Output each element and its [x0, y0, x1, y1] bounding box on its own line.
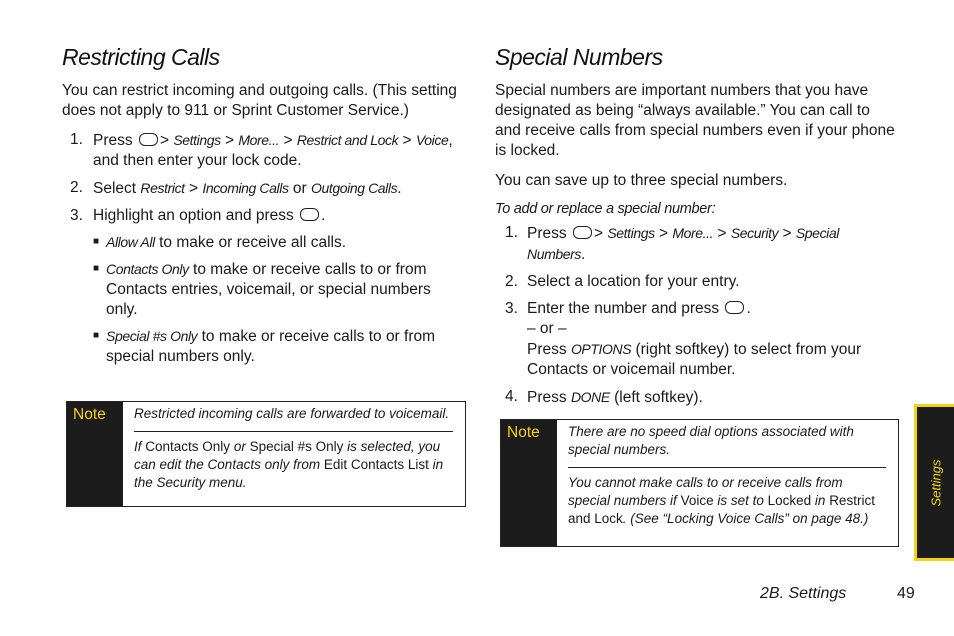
menu-key-icon: [139, 133, 158, 146]
bullet-icon: ■: [93, 263, 100, 274]
note-divider: [568, 467, 886, 468]
section-title-restricting-calls: Restricting Calls: [62, 44, 220, 70]
option-allow-all: ■ Allow All to make or receive all calls.: [93, 234, 347, 251]
special-step-1: 1. Press > Settings > More... > Security > Special Numbers.: [505, 224, 839, 263]
note-box-right: [500, 419, 899, 547]
special-step-4: 4. Press DONE (left softkey).: [505, 388, 703, 406]
special-limit: You can save up to three special numbers.: [495, 172, 788, 189]
right-column: [495, 44, 895, 408]
step-2: 2. Select Restrict > Incoming Calls or Outgoing Calls.: [70, 179, 402, 197]
section-title-special-numbers: Special Numbers: [495, 44, 663, 70]
left-column: [62, 44, 462, 367]
footer-section: 2B. Settings: [760, 585, 847, 602]
bullet-icon: ■: [93, 236, 100, 247]
page-number: 49: [897, 585, 915, 602]
note-line-2: You cannot make calls to or receive calls from special numbers if Voice is set to Locked in Restrict and Lock. (See “Locking Voice Calls” on page 48.): [568, 475, 875, 526]
bullet-icon: ■: [93, 330, 100, 341]
option-contacts-only: ■ Contacts Only to make or receive calls to or from Contacts entries, voicemail, or special numbers only.: [93, 261, 431, 318]
note-line-1: Restricted incoming calls are forwarded to voicemail.: [134, 406, 450, 421]
restricting-intro: You can restrict incoming and outgoing calls. (This setting does not apply to 911 or Sprint Customer Service.): [62, 82, 457, 119]
step-1: 1. Press > Settings > More... > Restrict and Lock > Voice, and then enter your lock code.: [70, 131, 453, 169]
section-tab: [914, 404, 954, 561]
menu-key-icon: [573, 226, 592, 239]
special-intro: Special numbers are important numbers that you have designated as being “always available.” You can call to and receive calls from special numbers even if your phone is locked.: [495, 82, 895, 159]
option-special-numbers-only: ■ Special #s Only to make or receive calls to or from special numbers only.: [93, 328, 436, 365]
note-divider: [134, 431, 453, 432]
section-tab-label: Settings: [928, 459, 943, 506]
note-line-2: If Contacts Only or Special #s Only is selected, you can edit the Contacts only from Edit Contacts List in the Security menu.: [134, 439, 444, 490]
ok-key-icon: [725, 301, 744, 314]
note-label: Note: [67, 402, 123, 506]
note-box-left: [66, 401, 466, 507]
note-label: Note: [501, 420, 557, 546]
special-step-3: 3. Enter the number and press . – or – Press OPTIONS (right softkey) to select from your Contacts or voicemail number.: [505, 300, 862, 378]
note-line-1: There are no speed dial options associated with special numbers.: [568, 424, 854, 457]
procedure-heading: To add or replace a special number:: [495, 201, 716, 217]
step-3: 3. Highlight an option and press .: [70, 207, 326, 224]
special-step-2: 2. Select a location for your entry.: [505, 273, 740, 290]
ok-key-icon: [300, 208, 319, 221]
